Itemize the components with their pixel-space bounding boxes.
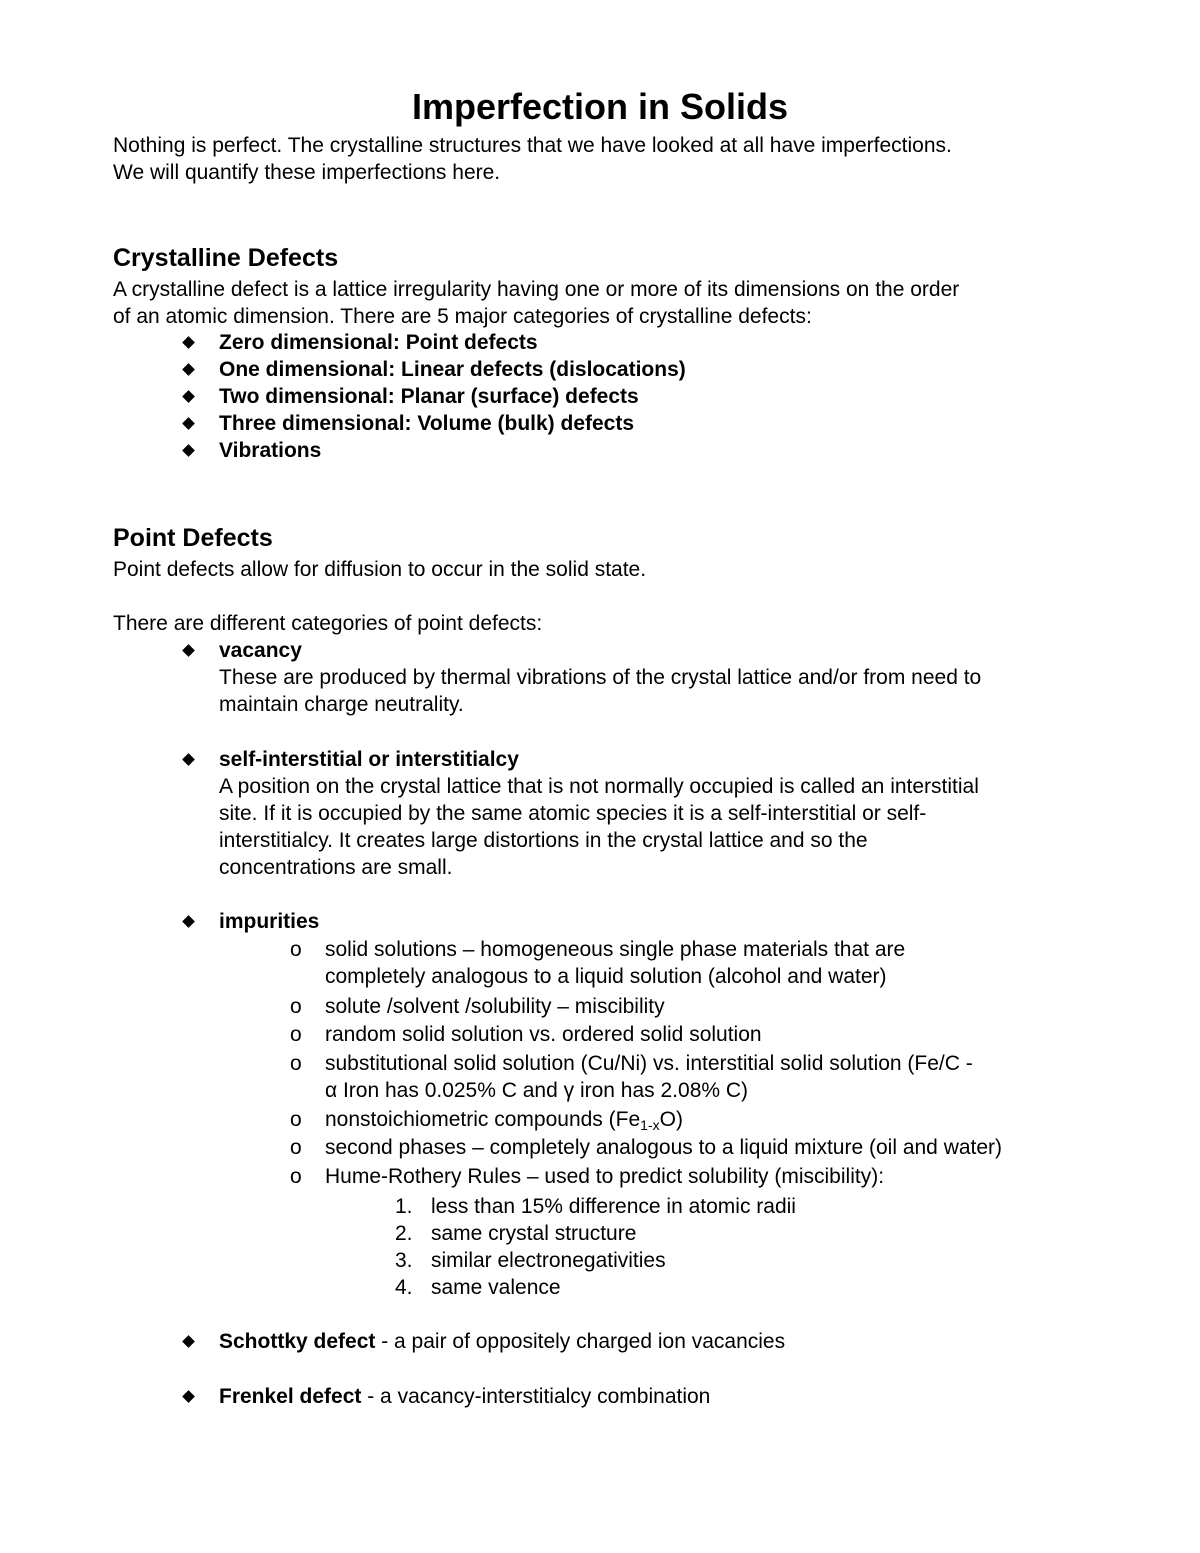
circle-bullet: o — [290, 1108, 302, 1131]
impurity-sub-item: α Iron has 0.025% C and γ iron has 2.08% C) — [325, 1079, 749, 1102]
impurity-sub-item: Hume-Rothery Rules – used to predict solubility (miscibility): — [325, 1165, 885, 1188]
circle-bullet: o — [290, 938, 302, 961]
intro-line-1: Nothing is perfect. The crystalline structures that we have looked at all have imperfections. — [113, 134, 952, 157]
crystalline-para-line-1: A crystalline defect is a lattice irregularity having one or more of its dimensions on the order — [113, 278, 960, 301]
rule-number: 1. — [395, 1195, 413, 1218]
vacancy-line: maintain charge neutrality. — [219, 693, 464, 716]
rule-text: same valence — [431, 1276, 561, 1299]
bullet-diamond-icon — [182, 1335, 195, 1348]
rule-number: 4. — [395, 1276, 413, 1299]
bullet-diamond-icon — [182, 444, 195, 457]
rule-number: 2. — [395, 1222, 413, 1245]
crystalline-item: One dimensional: Linear defects (dislocations) — [219, 358, 686, 381]
impurity-sub-item: random solid solution vs. ordered solid solution — [325, 1023, 762, 1046]
rule-text: same crystal structure — [431, 1222, 637, 1245]
rule-text: less than 15% difference in atomic radii — [431, 1195, 796, 1218]
circle-bullet: o — [290, 1136, 302, 1159]
frenkel-item — [219, 1383, 710, 1410]
self-interstitial-label: self-interstitial or interstitialcy — [219, 748, 519, 771]
impurity-sub-item: solute /solvent /solubility – miscibility — [325, 995, 665, 1018]
circle-bullet: o — [290, 1052, 302, 1075]
rule-text: similar electronegativities — [431, 1249, 666, 1272]
crystalline-para-line-2: of an atomic dimension. There are 5 major categories of crystalline defects: — [113, 305, 812, 328]
bullet-diamond-icon — [182, 390, 195, 403]
intro-line-2: We will quantify these imperfections here. — [113, 161, 501, 184]
frenkel-label: Frenkel defect — [219, 1385, 362, 1408]
crystalline-item: Three dimensional: Volume (bulk) defects — [219, 412, 635, 435]
vacancy-label: vacancy — [219, 639, 302, 662]
schottky-label: Schottky defect — [219, 1330, 376, 1353]
formula-text-end: O) — [659, 1108, 683, 1131]
self-interstitial-line: A position on the crystal lattice that is not normally occupied is called an interstitial — [219, 775, 979, 798]
bullet-diamond-icon — [182, 915, 195, 928]
impurity-sub-item: substitutional solid solution (Cu/Ni) vs. interstitial solid solution (Fe/C - — [325, 1052, 973, 1075]
bullet-diamond-icon — [182, 1390, 195, 1403]
self-interstitial-line: interstitialcy. It creates large distortions in the crystal lattice and so the — [219, 829, 868, 852]
page-title: Imperfection in Solids — [411, 86, 789, 127]
circle-bullet: o — [290, 1023, 302, 1046]
schottky-text: - a pair of oppositely charged ion vacancies — [375, 1330, 786, 1353]
crystalline-item: Two dimensional: Planar (surface) defects — [219, 385, 639, 408]
self-interstitial-line: concentrations are small. — [219, 856, 453, 879]
impurities-label: impurities — [219, 910, 320, 933]
circle-bullet: o — [290, 1165, 302, 1188]
schottky-item — [219, 1328, 785, 1355]
bullet-diamond-icon — [182, 336, 195, 349]
point-defects-heading: Point Defects — [113, 524, 273, 552]
crystalline-item: Vibrations — [219, 439, 322, 462]
vacancy-line: These are produced by thermal vibrations of the crystal lattice and/or from need to — [219, 666, 982, 689]
bullet-diamond-icon — [182, 753, 195, 766]
crystalline-defects-heading: Crystalline Defects — [113, 244, 339, 272]
crystalline-item: Zero dimensional: Point defects — [219, 331, 538, 354]
impurity-sub-item: completely analogous to a liquid solution (alcohol and water) — [325, 965, 887, 988]
impurity-sub-item: solid solutions – homogeneous single phase materials that are — [325, 938, 906, 961]
bullet-diamond-icon — [182, 417, 195, 430]
rule-number: 3. — [395, 1249, 413, 1272]
bullet-diamond-icon — [182, 644, 195, 657]
self-interstitial-line: site. If it is occupied by the same atomic species it is a self-interstitial or self- — [219, 802, 927, 825]
frenkel-text: - a vacancy-interstitialcy combination — [361, 1385, 711, 1408]
formula-subscript: 1-x — [640, 1117, 660, 1133]
impurity-sub-item: second phases – completely analogous to a liquid mixture (oil and water) — [325, 1136, 1003, 1159]
circle-bullet: o — [290, 995, 302, 1018]
formula-text: nonstoichiometric compounds (Fe — [325, 1108, 641, 1131]
bullet-diamond-icon — [182, 363, 195, 376]
point-categories-intro: There are different categories of point defects: — [113, 612, 543, 635]
point-para: Point defects allow for diffusion to occur in the solid state. — [113, 558, 647, 581]
